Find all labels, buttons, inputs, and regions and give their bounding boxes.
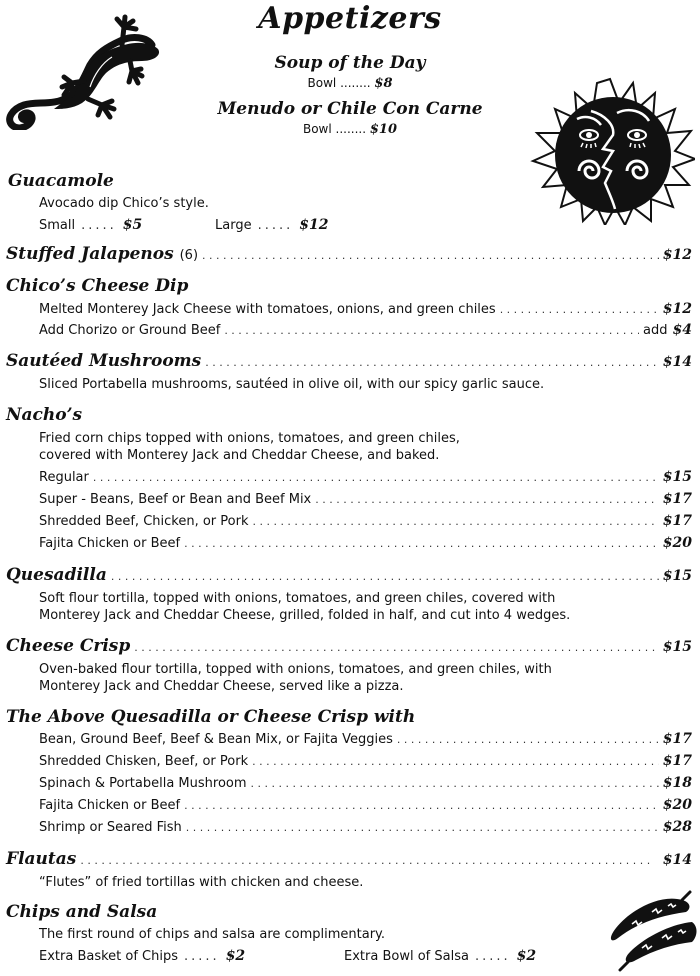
item-label: Shrimp or Seared Fish (39, 820, 182, 835)
flautas-row (6, 849, 692, 871)
leader-dots (251, 777, 659, 790)
leader-dots (93, 471, 659, 484)
leader-dots (111, 570, 659, 583)
cheese-crisp-price: $15 (662, 639, 692, 655)
quesadilla-price: $15 (662, 568, 692, 584)
chili-peppers-icon (602, 888, 698, 972)
guacamole-large-label: Large (215, 218, 252, 233)
item-price: $17 (662, 731, 692, 747)
leader-dots (134, 641, 659, 654)
extra-chips-price: $2 (225, 948, 246, 964)
guacamole-large: Large ..... $12 (215, 217, 329, 233)
item-label: Regular (39, 470, 89, 485)
extra-salsa-label: Extra Bowl of Salsa (344, 949, 469, 964)
featured-soup-price-line (0, 75, 700, 92)
item-label: Shredded Beef, Chicken, or Pork (39, 514, 249, 529)
featured-soup-size: Bowl (307, 76, 337, 90)
item-label: Fajita Chicken or Beef (39, 798, 181, 813)
item-label: Super - Beans, Beef or Bean and Beef Mix (39, 492, 312, 507)
extra-salsa: Extra Bowl of Salsa ..... $2 (344, 948, 537, 964)
item-price: $17 (662, 513, 692, 529)
item-label: Bean, Ground Beef, Beef & Bean Mix, or Fajita Veggies (39, 732, 393, 747)
leader-dots (186, 821, 659, 834)
item-label: Spinach & Portabella Mushroom (39, 776, 247, 791)
cheese-crisp-heading: Cheese Crisp (6, 636, 131, 656)
item-price: $20 (662, 535, 692, 551)
guacamole-heading: Guacamole (8, 171, 114, 191)
nachos-row (39, 513, 692, 533)
featured-menudo-price-line (0, 121, 700, 138)
combo-heading: The Above Quesadilla or Cheese Crisp with (6, 707, 416, 727)
leader-dots (184, 799, 659, 812)
combo-row (39, 731, 692, 751)
featured-soup-dots: ........ (340, 76, 371, 90)
flautas-price: $14 (662, 852, 692, 868)
featured-soup-price: $8 (374, 76, 393, 91)
cheese-dip-price: $12 (662, 301, 692, 317)
addon-prefix: add (643, 323, 668, 338)
cheese-dip-addon-price: $4 (672, 322, 692, 338)
quesadilla-description-1: Soft flour tortilla, topped with onions, tomatoes, and green chiles, covered with (39, 591, 556, 606)
quesadilla-description-2: Monterey Jack and Cheddar Cheese, grilled, folded in half, and cut into 4 wedges. (39, 608, 571, 623)
guacamole-small-price: $5 (122, 217, 143, 233)
item-price: $15 (662, 469, 692, 485)
featured-menudo-size: Bowl (302, 122, 332, 136)
item-label: Fajita Chicken or Beef (39, 536, 181, 551)
item-price: $28 (662, 819, 692, 835)
cheese-dip-row (39, 301, 692, 321)
stuffed-jalapenos-heading: Stuffed Jalapenos (6) (6, 244, 199, 264)
featured-menudo-dots: ........ (335, 122, 367, 136)
leader-dots (500, 303, 659, 316)
guacamole-large-price: $12 (299, 217, 329, 233)
flautas-description: “Flutes” of fried tortillas with chicken and cheese. (39, 875, 364, 890)
leader-dots (184, 537, 659, 550)
combo-row (39, 819, 692, 839)
cheese-crisp-description-1: Oven-baked flour tortilla, topped with onions, tomatoes, and green chiles, with (39, 662, 552, 677)
extra-chips-label: Extra Basket of Chips (39, 949, 179, 964)
stuffed-jalapenos-row (6, 244, 692, 266)
combo-row (39, 753, 692, 773)
featured-soup-name: Soup of the Day (274, 53, 426, 73)
guacamole-small: Small ..... $5 (39, 217, 143, 233)
mushrooms-heading: Sautéed Mushrooms (6, 351, 202, 371)
cheese-dip-addon-row (39, 322, 692, 342)
mushrooms-price: $14 (662, 354, 692, 370)
nachos-row (39, 535, 692, 555)
leader-dots (315, 493, 659, 506)
flautas-heading: Flautas (6, 849, 77, 869)
leader-dots (80, 854, 658, 867)
quesadilla-heading: Quesadilla (6, 565, 107, 585)
cheese-dip-addon-label: Add Chorizo or Ground Beef (39, 323, 221, 338)
leader-dots (397, 733, 659, 746)
chips-heading: Chips and Salsa (6, 902, 158, 922)
cheese-dip-label: Melted Monterey Jack Cheese with tomatoes, onions, and green chiles (39, 302, 496, 317)
item-price: $18 (662, 775, 692, 791)
featured-menudo-name: Menudo or Chile Con Carne (217, 99, 483, 119)
guacamole-description: Avocado dip Chico’s style. (39, 196, 209, 211)
page-title: Appetizers (258, 1, 442, 36)
item-price: $17 (662, 753, 692, 769)
extra-salsa-price: $2 (516, 948, 537, 964)
sun-face-icon (525, 75, 695, 225)
cheese-crisp-description-2: Monterey Jack and Cheddar Cheese, served like a pizza. (39, 679, 404, 694)
mushrooms-row (6, 351, 692, 373)
extra-chips: Extra Basket of Chips ..... $2 (39, 948, 246, 964)
cheese-crisp-row (6, 636, 692, 658)
item-price: $20 (662, 797, 692, 813)
chips-description: The first round of chips and salsa are complimentary. (39, 927, 386, 942)
mushrooms-description: Sliced Portabella mushrooms, sautéed in olive oil, with our spicy garlic sauce. (39, 377, 545, 392)
nachos-description-2: covered with Monterey Jack and Cheddar Cheese, and baked. (39, 448, 440, 463)
nachos-description-1: Fried corn chips topped with onions, tomatoes, and green chiles, (39, 431, 460, 446)
quesadilla-row (6, 565, 692, 587)
cheese-dip-heading: Chico’s Cheese Dip (6, 276, 189, 296)
nachos-row (39, 469, 692, 489)
combo-row (39, 797, 692, 817)
leader-dots (202, 249, 659, 262)
leader-dots (252, 755, 659, 768)
stuffed-jalapenos-price: $12 (662, 247, 692, 263)
leader-dots (252, 515, 658, 528)
leader-dots (205, 356, 659, 369)
nachos-row (39, 491, 692, 511)
item-label: Shredded Chisken, Beef, or Pork (39, 754, 249, 769)
guacamole-small-label: Small (39, 218, 76, 233)
combo-row (39, 775, 692, 795)
leader-dots (224, 324, 639, 337)
nachos-heading: Nacho’s (6, 405, 83, 425)
featured-menudo-price: $10 (369, 122, 398, 137)
item-price: $17 (662, 491, 692, 507)
